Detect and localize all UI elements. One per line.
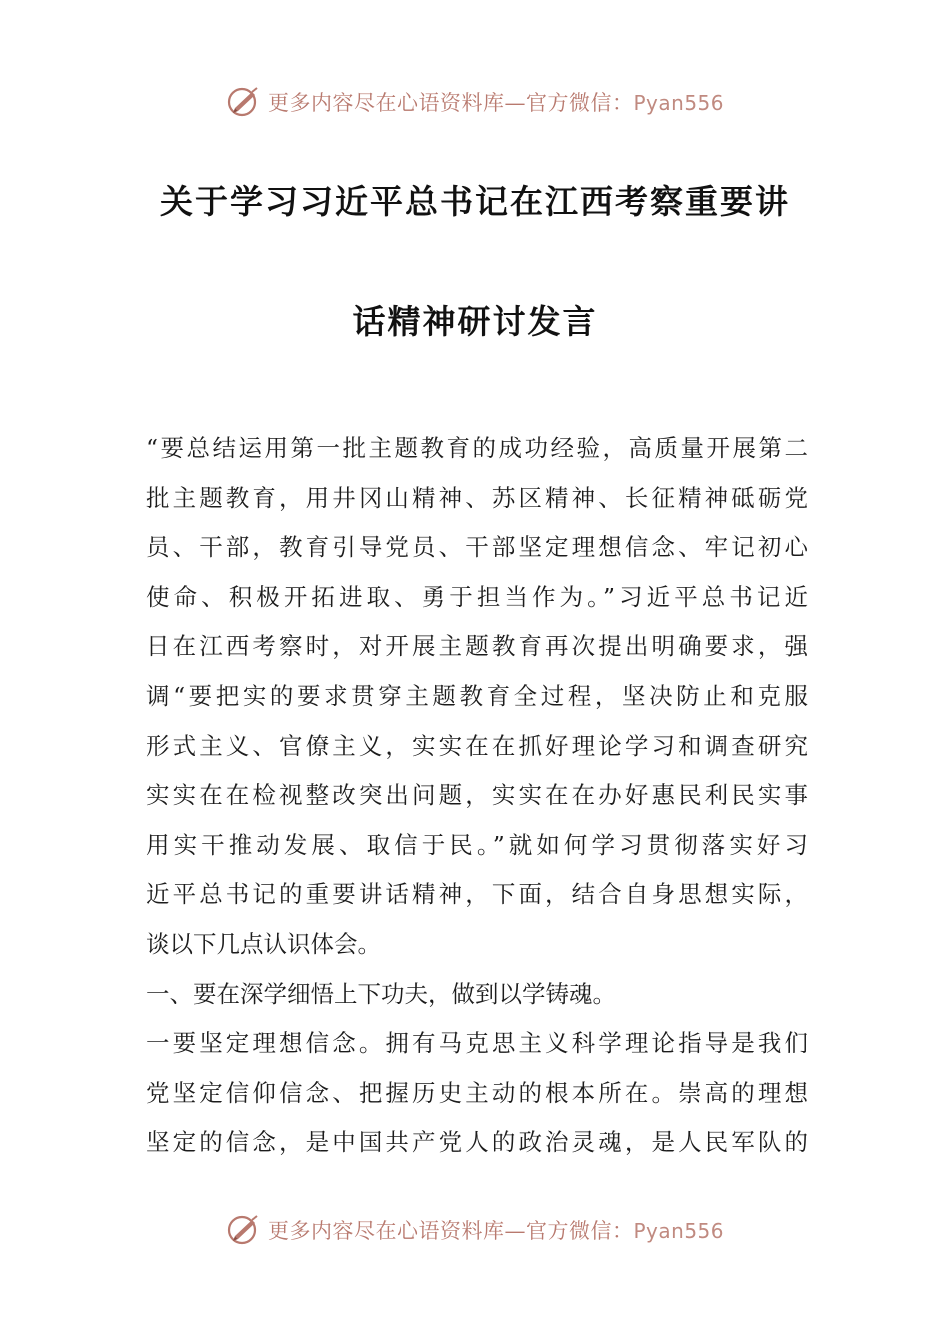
watermark-text: 更多内容尽在心语资料库—官方微信：Pyan556 xyxy=(267,1219,724,1243)
body-line: 日在江西考察时，对开展主题教育再次提出明确要求，强 xyxy=(146,632,808,661)
watermark-banner-bottom xyxy=(0,1210,950,1250)
document-body xyxy=(146,428,808,1172)
wechat-id: Pyan556 xyxy=(633,91,724,115)
watermark-banner-top xyxy=(0,82,950,122)
body-line: 坚定的信念，是中国共产党人的政治灵魂，是人民军队的 xyxy=(146,1128,808,1157)
body-line: 谈以下几点认识体会。 xyxy=(146,929,381,958)
document-title-line-2: 话精神研讨发言 xyxy=(352,302,598,341)
body-line: 员、干部，教育引导党员、干部坚定理想信念、牢记初心 xyxy=(146,533,808,562)
body-line: “要总结运用第一批主题教育的成功经验，高质量开展第二 xyxy=(146,434,808,462)
body-line: 实实在在检视整改突出问题，实实在在办好惠民利民实事 xyxy=(146,781,808,810)
body-line: 使命、积极开拓进取、勇于担当作为。”习近平总书记近 xyxy=(146,582,808,611)
section-heading: 一、要在深学细悟上下功夫，做到以学铸魂。 xyxy=(146,979,616,1008)
body-line: 调“要把实的要求贯穿主题教育全过程，坚决防止和克服 xyxy=(146,681,808,710)
body-line: 党坚定信仰信念、把握历史主动的根本所在。崇高的理想 xyxy=(146,1078,808,1107)
body-line: 批主题教育，用井冈山精神、苏区精神、长征精神砥砺党 xyxy=(146,483,808,512)
body-line: 一要坚定理想信念。拥有马克思主义科学理论指导是我们 xyxy=(146,1029,808,1058)
wechat-id: Pyan556 xyxy=(633,1219,724,1243)
body-line: 形式主义、官僚主义，实实在在抓好理论学习和调查研究 xyxy=(146,731,808,760)
watermark-text: 更多内容尽在心语资料库—官方微信：Pyan556 xyxy=(267,91,724,115)
document-title-line-1: 关于学习习近平总书记在江西考察重要讲 xyxy=(160,182,790,221)
pen-logo-icon xyxy=(226,84,262,120)
body-line: 用实干推动发展、取信于民。”就如何学习贯彻落实好习 xyxy=(146,830,808,859)
pen-logo-icon xyxy=(226,1212,262,1248)
body-line: 近平总书记的重要讲话精神，下面，结合自身思想实际， xyxy=(146,880,808,909)
